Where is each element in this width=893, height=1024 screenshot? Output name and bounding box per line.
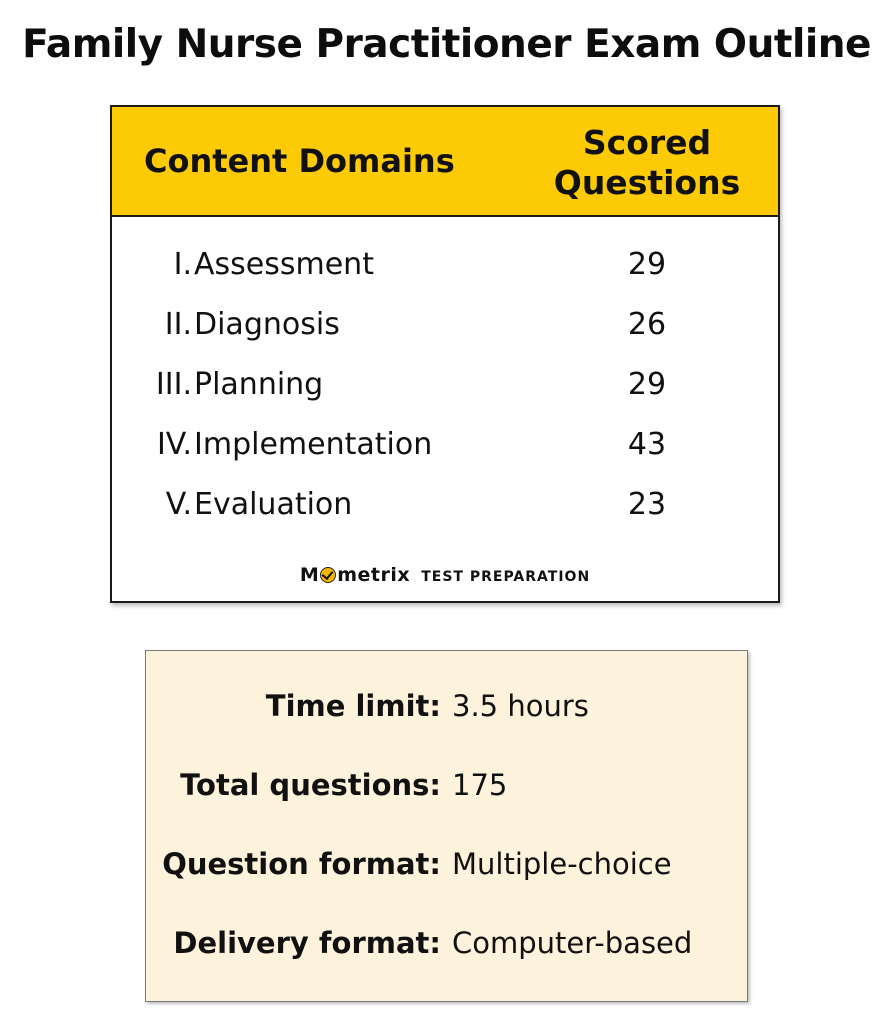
table-row [112,237,778,297]
header-scored-line2: Questions [553,163,741,202]
mometrix-logo [112,564,778,586]
exam-outline-table [110,105,780,603]
header-scored-line1: Scored [582,123,712,162]
info-label: Total questions: [180,768,441,802]
table-row [112,477,778,537]
header-content-domains: Content Domains [144,142,455,180]
row-numeral: V. [165,487,192,522]
row-numeral: II. [164,307,192,342]
domain-rows [112,237,778,537]
info-label: Delivery format: [173,926,441,960]
table-header [112,107,778,217]
info-value: 3.5 hours [452,689,589,723]
row-count: 29 [627,247,667,282]
table-row [112,417,778,477]
info-row-time-limit [146,689,747,729]
checkmark-icon [320,567,336,583]
info-row-delivery-format [146,926,747,966]
info-label: Question format: [162,847,441,881]
row-count: 26 [627,307,667,342]
brand-tagline: TEST PREPARATION [421,569,591,585]
brand-prefix: M [299,564,320,586]
info-value: Computer-based [452,926,693,960]
row-domain: Diagnosis [194,307,340,342]
row-domain: Assessment [194,247,374,282]
info-row-question-format [146,847,747,887]
brand-wordmark [300,564,410,586]
table-row [112,297,778,357]
table-row [112,357,778,417]
info-label: Time limit: [265,689,441,723]
brand-suffix: metrix [337,564,411,586]
page-title: Family Nurse Practitioner Exam Outline [22,22,871,67]
row-domain: Planning [194,367,324,402]
info-row-total-questions [146,768,747,808]
row-count: 43 [627,427,667,462]
row-domain: Implementation [194,427,433,462]
row-numeral: III. [155,367,192,402]
header-scored-questions [532,123,762,203]
row-domain: Evaluation [194,487,353,522]
row-count: 23 [627,487,667,522]
info-value: Multiple-choice [452,847,672,881]
row-numeral: IV. [156,427,192,462]
row-count: 29 [627,367,667,402]
info-value: 175 [452,768,508,802]
exam-info-box [145,650,748,1002]
row-numeral: I. [173,247,192,282]
